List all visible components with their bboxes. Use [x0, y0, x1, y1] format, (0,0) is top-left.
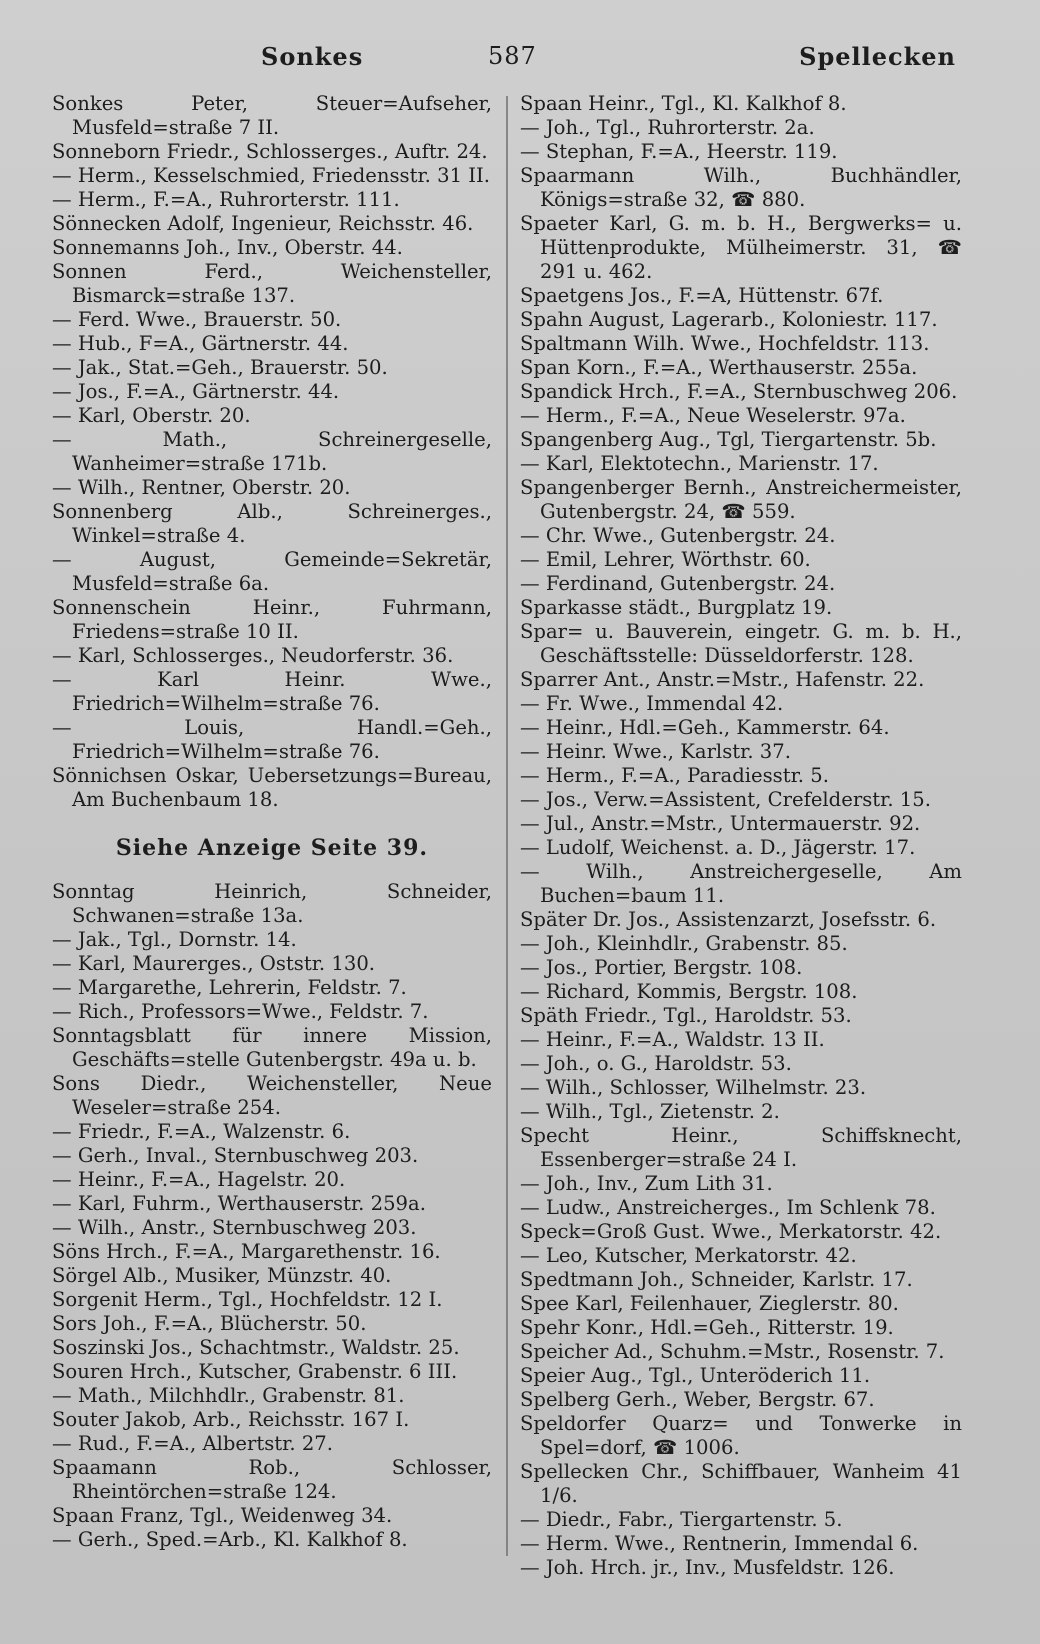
directory-entry: Sors Joh., F.=A., Blücherstr. 50.: [52, 1312, 367, 1335]
directory-entry: — Joh., Kleinhdlr., Grabenstr. 85.: [520, 932, 848, 955]
directory-entry: Spelberg Gerh., Weber, Bergstr. 67.: [520, 1388, 875, 1411]
directory-entry: Spahn August, Lagerarb., Koloniestr. 117.: [520, 308, 938, 331]
directory-entry: — Heinr., Hdl.=Geh., Kammerstr. 64.: [520, 716, 890, 739]
directory-entry: — Leo, Kutscher, Merkatorstr. 42.: [520, 1244, 857, 1267]
directory-entry: — Jos., F.=A., Gärtnerstr. 44.: [52, 380, 340, 403]
directory-entry: Speicher Ad., Schuhm.=Mstr., Rosenstr. 7.: [520, 1340, 945, 1363]
directory-entry: — Herm., F.=A., Neue Weselerstr. 97a.: [520, 404, 906, 427]
directory-entry: — Ludw., Anstreicherges., Im Schlenk 78.: [520, 1196, 936, 1219]
directory-entry: Sonntag Heinrich, Schneider, Schwanen=straße 13a.: [52, 880, 492, 927]
directory-entry: Späth Friedr., Tgl., Haroldstr. 53.: [520, 1004, 852, 1027]
directory-entry: Specht Heinr., Schiffsknecht, Essenberger=straße 24 I.: [520, 1124, 962, 1171]
directory-entry: — Friedr., F.=A., Walzenstr. 6.: [52, 1120, 351, 1143]
directory-entry: — Heinr. Wwe., Karlstr. 37.: [520, 740, 791, 763]
directory-entry: Sparrer Ant., Anstr.=Mstr., Hafenstr. 22.: [520, 668, 925, 691]
header-left-word: Sonkes: [261, 42, 364, 71]
directory-entry: — Hub., F=A., Gärtnerstr. 44.: [52, 332, 349, 355]
directory-entry: — Rich., Professors=Wwe., Feldstr. 7.: [52, 1000, 429, 1023]
directory-entry: — Margarethe, Lehrerin, Feldstr. 7.: [52, 976, 407, 999]
directory-entry: — Joh. Hrch. jr., Inv., Musfeldstr. 126.: [520, 1556, 895, 1579]
directory-entry: — Emil, Lehrer, Wörthstr. 60.: [520, 548, 811, 571]
directory-entry: Souren Hrch., Kutscher, Grabenstr. 6 III.: [52, 1360, 458, 1383]
directory-entry: Sparkasse städt., Burgplatz 19.: [520, 596, 833, 619]
directory-entry: — Wilh., Schlosser, Wilhelmstr. 23.: [520, 1076, 867, 1099]
page-number: 587: [488, 42, 537, 70]
directory-entry: Spandick Hrch., F.=A., Sternbuschweg 206.: [520, 380, 958, 403]
directory-entry: Spehr Konr., Hdl.=Geh., Ritterstr. 19.: [520, 1316, 894, 1339]
directory-entry: Sönnecken Adolf, Ingenieur, Reichsstr. 46.: [52, 212, 474, 235]
directory-entry: — Herm. Wwe., Rentnerin, Immendal 6.: [520, 1532, 919, 1555]
directory-entry: — Karl, Maurerges., Oststr. 130.: [52, 952, 376, 975]
directory-entry: — Jak., Stat.=Geh., Brauerstr. 50.: [52, 356, 388, 379]
directory-entry: Span Korn., F.=A., Werthauserstr. 255a.: [520, 356, 918, 379]
directory-entry: Spaeter Karl, G. m. b. H., Bergwerks= u. Hüttenprodukte, Mülheimerstr. 31, ☎ 291 u. 462.: [520, 212, 962, 283]
directory-entry: Sons Diedr., Weichensteller, Neue Weseler=straße 254.: [52, 1072, 492, 1119]
directory-entry: Söns Hrch., F.=A., Margarethenstr. 16.: [52, 1240, 441, 1263]
directory-entry: — Math., Schreinergeselle, Wanheimer=straße 171b.: [52, 428, 492, 475]
left-entries: [52, 92, 492, 812]
directory-entry: — Wilh., Rentner, Oberstr. 20.: [52, 476, 351, 499]
directory-entry: Sonnenberg Alb., Schreinerges., Winkel=straße 4.: [52, 500, 492, 547]
directory-entry: — Ferd. Wwe., Brauerstr. 50.: [52, 308, 342, 331]
directory-entry: — Wilh., Tgl., Zietenstr. 2.: [520, 1100, 780, 1123]
directory-entry: — Karl, Schlosserges., Neudorferstr. 36.: [52, 644, 454, 667]
directory-entry: Spaarmann Wilh., Buchhändler, Königs=straße 32, ☎ 880.: [520, 164, 962, 211]
directory-entry: — Louis, Handl.=Geh., Friedrich=Wilhelm=straße 76.: [52, 716, 492, 763]
directory-entry: — Joh., o. G., Haroldstr. 53.: [520, 1052, 792, 1075]
directory-entry: Spaan Franz, Tgl., Weidenweg 34.: [52, 1504, 393, 1527]
directory-entry: — Wilh., Anstreichergeselle, Am Buchen=baum 11.: [520, 860, 962, 907]
directory-entry: — Herm., Kesselschmied, Friedensstr. 31 II.: [52, 164, 491, 187]
directory-entry: — Karl, Fuhrm., Werthauserstr. 259a.: [52, 1192, 426, 1215]
directory-entry: — Karl Heinr. Wwe., Friedrich=Wilhelm=straße 76.: [52, 668, 492, 715]
directory-entry: Speck=Groß Gust. Wwe., Merkatorstr. 42.: [520, 1220, 942, 1243]
directory-entry: — Gerh., Inval., Sternbuschweg 203.: [52, 1144, 419, 1167]
directory-entry: — Stephan, F.=A., Heerstr. 119.: [520, 140, 838, 163]
directory-entry: Spaetgens Jos., F.=A, Hüttenstr. 67f.: [520, 284, 884, 307]
directory-entry: Sonkes Peter, Steuer=Aufseher, Musfeld=straße 7 II.: [52, 92, 492, 139]
directory-entry: Sörgel Alb., Musiker, Münzstr. 40.: [52, 1264, 392, 1287]
directory-entry: — Jos., Portier, Bergstr. 108.: [520, 956, 803, 979]
directory-entry: — Richard, Kommis, Bergstr. 108.: [520, 980, 858, 1003]
right-entries: [520, 92, 962, 1580]
directory-entry: — Jak., Tgl., Dornstr. 14.: [52, 928, 297, 951]
directory-entry: Sonnenschein Heinr., Fuhrmann, Friedens=straße 10 II.: [52, 596, 492, 643]
directory-entry: — Heinr., F.=A., Waldstr. 13 II.: [520, 1028, 825, 1051]
directory-entry: Spellecken Chr., Schiffbauer, Wanheim 41 1/6.: [520, 1460, 962, 1507]
directory-entry: — Joh., Inv., Zum Lith 31.: [520, 1172, 773, 1195]
directory-entry: — Rud., F.=A., Albertstr. 27.: [52, 1432, 333, 1455]
directory-entry: Spedtmann Joh., Schneider, Karlstr. 17.: [520, 1268, 913, 1291]
directory-entry: Sönnichsen Oskar, Uebersetzungs=Bureau, Am Buchenbaum 18.: [52, 764, 492, 811]
directory-entry: — Heinr., F.=A., Hagelstr. 20.: [52, 1168, 346, 1191]
directory-entry: Sonnemanns Joh., Inv., Oberstr. 44.: [52, 236, 403, 259]
directory-entry: Sorgenit Herm., Tgl., Hochfeldstr. 12 I.: [52, 1288, 443, 1311]
directory-entry: — Herm., F.=A., Ruhrorterstr. 111.: [52, 188, 400, 211]
directory-entry: Spar= u. Bauverein, eingetr. G. m. b. H., Geschäftsstelle: Düsseldorferstr. 128.: [520, 620, 962, 667]
directory-entry: Sonntagsblatt für innere Mission, Geschäfts=stelle Gutenbergstr. 49a u. b.: [52, 1024, 492, 1071]
directory-entry: — Gerh., Sped.=Arb., Kl. Kalkhof 8.: [52, 1528, 408, 1551]
right-column: [520, 92, 962, 1580]
ad-notice: Siehe Anzeige Seite 39.: [115, 835, 429, 861]
directory-entry: — Jos., Verw.=Assistent, Crefelderstr. 15.: [520, 788, 931, 811]
directory-entry: Spaltmann Wilh. Wwe., Hochfeldstr. 113.: [520, 332, 930, 355]
left-entries-after: [52, 880, 492, 1552]
directory-entry: Spaamann Rob., Schlosser, Rheintörchen=straße 124.: [52, 1456, 492, 1503]
directory-entry: Speldorfer Quarz= und Tonwerke in Spel=dorf, ☎ 1006.: [520, 1412, 962, 1459]
directory-entry: Spaan Heinr., Tgl., Kl. Kalkhof 8.: [520, 92, 847, 115]
directory-entry: — Math., Milchhdlr., Grabenstr. 81.: [52, 1384, 405, 1407]
directory-entry: — Karl, Oberstr. 20.: [52, 404, 251, 427]
directory-entry: — Jul., Anstr.=Mstr., Untermauerstr. 92.: [520, 812, 921, 835]
directory-entry: — Fr. Wwe., Immendal 42.: [520, 692, 784, 715]
directory-entry: — Chr. Wwe., Gutenbergstr. 24.: [520, 524, 836, 547]
directory-entry: Speier Aug., Tgl., Unteröderich 11.: [520, 1364, 871, 1387]
directory-entry: — August, Gemeinde=Sekretär, Musfeld=straße 6a.: [52, 548, 492, 595]
directory-entry: — Wilh., Anstr., Sternbuschweg 203.: [52, 1216, 417, 1239]
directory-entry: — Karl, Elektotechn., Marienstr. 17.: [520, 452, 879, 475]
directory-entry: Souter Jakob, Arb., Reichsstr. 167 I.: [52, 1408, 410, 1431]
directory-entry: Spee Karl, Feilenhauer, Zieglerstr. 80.: [520, 1292, 899, 1315]
directory-entry: — Ludolf, Weichenst. a. D., Jägerstr. 17.: [520, 836, 916, 859]
directory-entry: Später Dr. Jos., Assistenzarzt, Josefsstr. 6.: [520, 908, 937, 931]
directory-entry: — Ferdinand, Gutenbergstr. 24.: [520, 572, 836, 595]
left-column: [52, 92, 492, 1552]
directory-entry: Sonnen Ferd., Weichensteller, Bismarck=straße 137.: [52, 260, 492, 307]
directory-entry: Spangenberger Bernh., Anstreichermeister, Gutenbergstr. 24, ☎ 559.: [520, 476, 962, 523]
directory-entry: Sonneborn Friedr., Schlosserges., Auftr. 24.: [52, 140, 488, 163]
header-right-word: Spellecken: [799, 42, 956, 71]
directory-entry: — Joh., Tgl., Ruhrorterstr. 2a.: [520, 116, 815, 139]
directory-entry: Spangenberg Aug., Tgl, Tiergartenstr. 5b.: [520, 428, 937, 451]
directory-entry: Soszinski Jos., Schachtmstr., Waldstr. 25.: [52, 1336, 460, 1359]
directory-entry: — Diedr., Fabr., Tiergartenstr. 5.: [520, 1508, 843, 1531]
column-divider: [506, 96, 508, 1556]
directory-entry: — Herm., F.=A., Paradiesstr. 5.: [520, 764, 829, 787]
page-header: [56, 40, 980, 80]
